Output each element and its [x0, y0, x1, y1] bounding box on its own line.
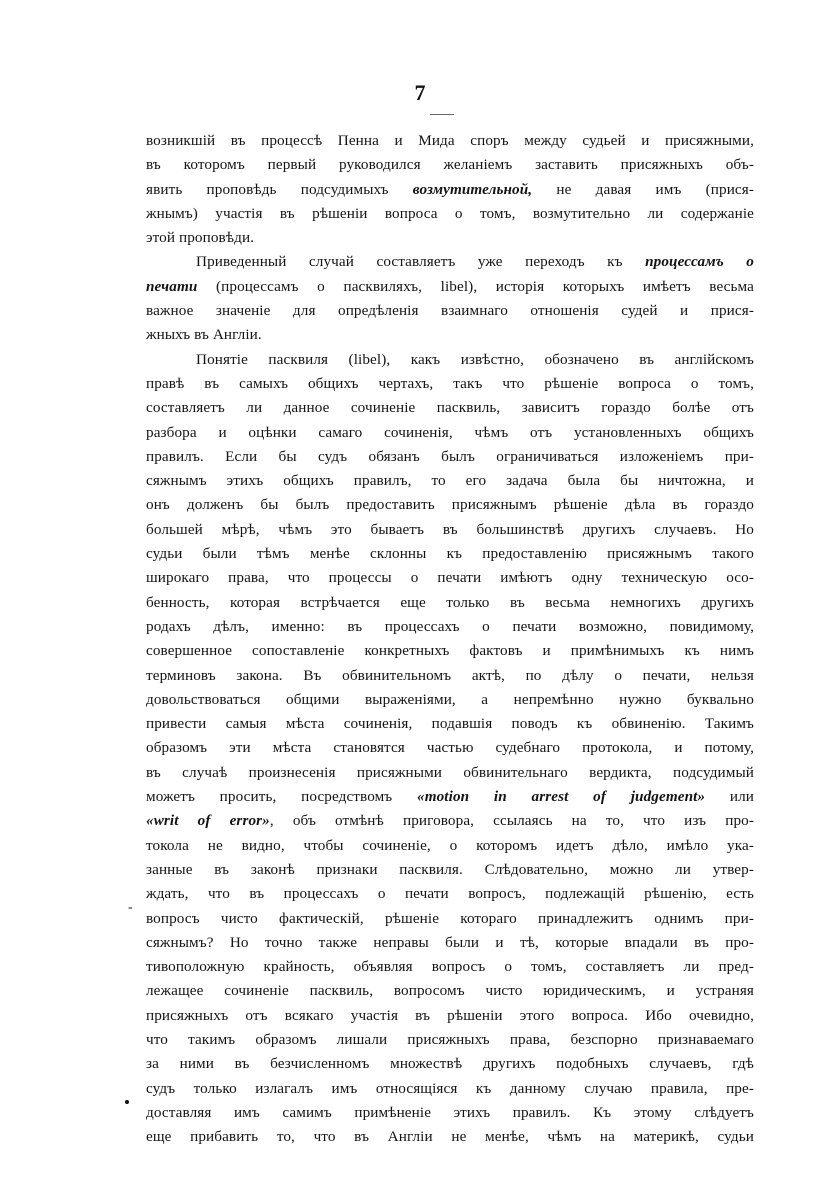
body-text [146, 129, 754, 1149]
text-line: бенность, которая встрѣчается еще только въ весьма немногихъ другихъ [146, 593, 754, 611]
text-line: разбора и оцѣнки самаго сочиненія, чѣмъ отъ установленныхъ общихъ [146, 423, 754, 441]
emphasis-text: «motion in arrest of judgement» [417, 788, 706, 806]
margin-mark: - [128, 900, 133, 915]
text-run: можетъ просить, посредствомъ [146, 788, 417, 806]
text-line: судьи были тѣмъ менѣе склонны къ предоставленію присяжнымъ такого [146, 545, 754, 563]
text-line: образомъ эти мѣста становятся частью судебнаго протокола, и потому, [146, 739, 754, 757]
emphasis-text: «writ of error» [146, 812, 270, 830]
text-line: лежащее сочиненіе пасквиль, вопросомъ чисто юридическимъ, и устраняя [146, 982, 754, 1000]
text-run: (процессамъ о пасквиляхъ, libel), исторія которыхъ имѣетъ весьма [197, 277, 754, 295]
text-line: Понятіе пасквиля (libel), какъ извѣстно, обозначено въ англійскомъ [196, 350, 754, 368]
paragraph-2 [146, 250, 754, 347]
text-line: составляетъ ли данное сочиненіе пасквиль, зависитъ гораздо болѣе отъ [146, 399, 754, 417]
text-line: важное значеніе для опредѣленія взаимнаго отношенія судей и прися- [146, 302, 754, 320]
text-line: онъ долженъ бы былъ предоставить присяжнымъ рѣшеніе дѣла въ гораздо [146, 496, 754, 514]
text-run: жнымъ) [146, 204, 216, 222]
text-line: токола не видно, чтобы сочиненіе, о которомъ идетъ дѣло, имѣло ука- [146, 836, 754, 854]
text-line: привести самыя мѣста сочиненія, подавшія поводъ къ обвиненію. Такимъ [146, 715, 754, 733]
text-line: еще прибавить то, что въ Англіи не менѣе, чѣмъ на материкѣ, судьи [146, 1128, 754, 1146]
text-line: сяжнымъ этихъ общихъ правилъ, то его задача была бы ничтожна, и [146, 472, 754, 490]
text-line [146, 275, 754, 299]
text-line: довольствоваться общими выраженіями, а непремѣнно нужно буквально [146, 690, 754, 708]
text-line: этой проповѣди. [146, 229, 255, 247]
text-line: ждать, что въ процессахъ о печати вопросъ, подлежащій рѣшенію, есть [146, 885, 754, 903]
text-line [146, 809, 754, 833]
text-line: судъ только излагалъ имъ относящіяся къ данному случаю правила, пре- [146, 1079, 754, 1097]
text-line: въ которомъ первый руководился желаніемъ заставить присяжныхъ объ- [146, 156, 754, 174]
text-line: вопросъ чисто фактическій, рѣшеніе котораго принадлежитъ однимъ при- [146, 909, 754, 927]
text-line: совершенное сопоставленіе конкретныхъ фактовъ и примѣнимыхъ къ нимъ [146, 642, 754, 660]
text-line [146, 178, 754, 202]
text-line [146, 785, 754, 809]
text-run: , объ отмѣнѣ приговора, ссылаясь на то, что изъ про- [269, 812, 754, 830]
paragraph-3 [146, 348, 754, 1150]
page-number: 7 [414, 80, 426, 105]
text-line: широкаго права, что процессы о печати имѣютъ одну техническую осо- [146, 569, 754, 587]
text-line: жныхъ въ Англіи. [146, 326, 262, 344]
text-line [146, 202, 754, 226]
text-line: присяжныхъ отъ всякаго участія въ рѣшеніи этого вопроса. Ибо очевидно, [146, 1006, 754, 1024]
text-line: занные въ законѣ признаки пасквиля. Слѣдовательно, можно ли утвер- [146, 860, 754, 878]
emphasis-text: процессамъ о [645, 253, 754, 271]
text-line: терминовъ закона. Въ обвинительномъ актѣ, по дѣлу о печати, нельзя [146, 666, 754, 684]
text-line: въ случаѣ произнесенія присяжными обвинительнаго вердикта, подсудимый [146, 763, 754, 781]
text-line: правилъ. Если бы судъ обязанъ былъ ограничиваться изложеніемъ при- [146, 447, 754, 465]
text-run: или [705, 788, 755, 806]
text-line: возникшій въ процессѣ Пенна и Мида споръ между судьей и присяжными, [146, 132, 754, 149]
text-line [146, 250, 754, 274]
text-line: за ними въ безчисленномъ множествѣ другихъ подобныхъ случаевъ, гдѣ [146, 1055, 754, 1073]
paragraph-1 [146, 129, 754, 250]
text-line: тивоположную крайность, объявляя вопросъ о томъ, составляетъ ли пред- [146, 958, 754, 976]
text-run: явить проповѣдь подсудимыхъ [146, 180, 413, 198]
text-run: Приведенный случай составляетъ уже переходъ къ [196, 253, 646, 271]
text-line: родахъ дѣлъ, именно: въ процессахъ о печати возможно, повидимому, [146, 617, 754, 635]
page-number-rule [430, 114, 454, 115]
text-line: что такимъ образомъ лишали присяжныхъ права, безспорно признаваемаго [146, 1030, 754, 1048]
emphasis-text: печати [146, 277, 198, 295]
text-line: большей мѣрѣ, чѣмъ это бываетъ въ большинствѣ другихъ случаевъ. Но [146, 520, 754, 538]
text-line: доставляя имъ самимъ примѣненіе этихъ правилъ. Къ этому слѣдуетъ [146, 1103, 754, 1121]
text-run: участія въ рѣшеніи вопроса о томъ, возмутительно ли содержаніе [215, 204, 755, 222]
text-line: правѣ въ самыхъ общихъ чертахъ, такъ что рѣшеніе вопроса о томъ, [146, 374, 754, 392]
text-line: сяжнымъ? Но точно также неправы были и тѣ, которые впадали въ про- [146, 933, 754, 951]
margin-dot [125, 1100, 129, 1104]
text-run: не давая имъ (прися- [532, 180, 755, 198]
emphasis-text: возмутительной, [412, 180, 533, 198]
